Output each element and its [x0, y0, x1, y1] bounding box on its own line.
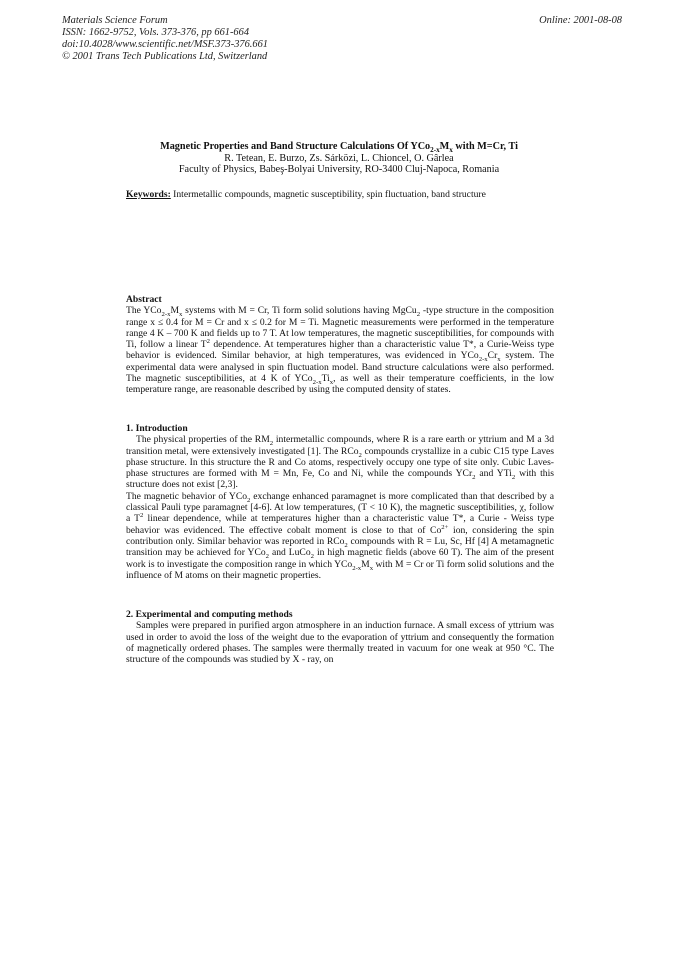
authors: R. Tetean, E. Burzo, Zs. Sárközi, L. Chioncel, O. Gârlea: [224, 153, 454, 164]
introduction-heading: 1. Introduction: [126, 423, 188, 434]
copyright-line: © 2001 Trans Tech Publications Ltd, Switzerland: [62, 51, 268, 62]
keywords: [126, 189, 486, 201]
methods-paragraph: Samples were prepared in purified argon atmosphere in an induction furnace. A small excess of yttrium was used in order to avoid the loss of the weight due to the evaporation of yttrium and consequently the formation of magnetically ordered phases. The samples were thermally treated in vacuum for one weak at 950 °C. The structure of the compounds was studied by X - ray, on: [126, 620, 554, 666]
online-date: Online: 2001-08-08: [539, 15, 622, 26]
keywords-label: Keywords:: [126, 189, 171, 200]
methods-section: [126, 609, 554, 665]
methods-heading: 2. Experimental and computing methods: [126, 609, 293, 620]
introduction-section: [126, 423, 554, 581]
issn-line: ISSN: 1662-9752, Vols. 373-376, pp 661-664: [62, 27, 250, 38]
abstract-section: [126, 294, 554, 396]
introduction-paragraph-2: The magnetic behavior of YCo$_2$ exchange enhanced paramagnet is more complicated than that described by a classical Pauli type paramagnet [4-6]. At low temperatures, (T < 10 K), the magnetic susceptibilities, χ, follow a $T^2$ linear dependence, while at temperatures higher than a characteristic value T*, a Curie - Weiss type behavior was evidenced. The effective cobalt moment is close to that of $Co^{2+}$ ion, considering the spin contribution only. Similar behavior was reported in RCo$_2$ compounds with R = Lu, Sc, Hf [4] A metamagnetic transition may be achieved for YCo$_2$ and LuCo$_2$ in high magnetic fields (above 60 T). The aim of the present work is to investigate the composition range in which $YCo_{2-x}M_x$ with M = Cr or Ti form solid solutions and the influence of M atoms on their magnetic properties.: [126, 490, 555, 581]
introduction-paragraph-1: The physical properties of the $RM_2$ intermetallic compounds, where R is a rare earth or yttrium and M a 3d transition metal, were extensively investigated [1]. The RCo$_2$ compounds crystallize in a cubic C15 type Laves phase structure. In this structure the R and Co atoms, respectively occupy one type of site only. Cubic Laves-phase structures are formed with M = Mn, Fe, Co and Ni, while the compounds YCr$_2$ and YTi$_2$ with this structure does not exist [2,3].: [126, 434, 554, 491]
doi-link[interactable]: doi:10.4028/www.scientific.net/MSF.373-376.661: [62, 39, 268, 50]
abstract-text: The $YCo_{2-x}M_x$ systems with M = Cr, Ti form solid solutions having MgCu$_2$ -type structure in the composition range x ≤ 0.4 for M = Cr and x ≤ 0.2 for M = Ti. Magnetic measurements were performed in the temperature range 4 K – 700 K and fields up to 7 T. At low temperatures, the magnetic susceptibilities, for compounds with Ti, follow a linear $T^2$ dependence. At temperatures higher than a characteristic value T*, a Curie-Weiss type behavior is evidenced. Similar behavior, at high temperatures, was evidenced in $YCo_{2-x}Cr_x$ system. The experimental data were analysed in spin fluctuation model. Band structure calculations were also performed. The magnetic susceptibilities, at 4 K of $YCo_{2-x}Ti_x$, as well as their temperature coefficients, in the low temperature range, are reasonable described by using the computed density of states.: [126, 305, 555, 396]
publication-header: [62, 15, 622, 63]
keywords-text: Intermetallic compounds, magnetic susceptibility, spin fluctuation, band structure: [170, 189, 486, 200]
paper-title: Magnetic Properties and Band Structure Calculations Of $YCo_{2-x}M_x$ with M=Cr, Ti: [160, 141, 518, 155]
abstract-heading: Abstract: [126, 294, 162, 305]
affiliation: Faculty of Physics, Babeş-Bolyai University, RO-3400 Cluj-Napoca, Romania: [178, 164, 500, 175]
journal-name: Materials Science Forum: [62, 15, 168, 26]
